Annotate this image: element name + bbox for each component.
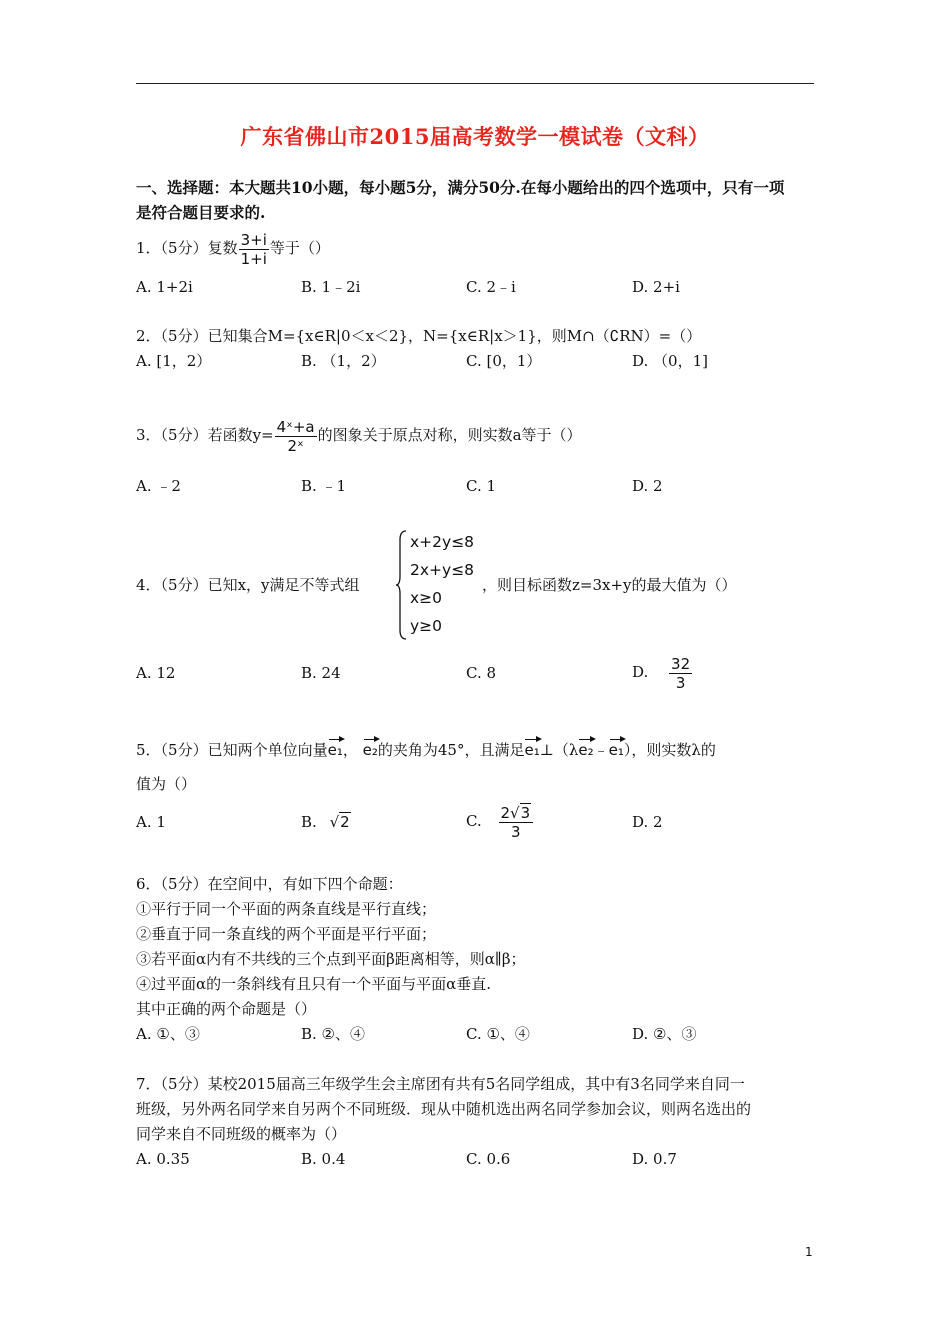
question-5-part3: ⊥（λ: [539, 741, 579, 759]
question-4-option-a: A. 12: [136, 664, 176, 682]
question-1: [136, 228, 330, 268]
constraint-3: x≥0: [410, 589, 443, 607]
question-4-option-d: [632, 652, 693, 692]
question-3-denominator: 2ˣ: [287, 436, 304, 455]
sqrt-icon: √2: [329, 813, 350, 831]
question-7-line-1: 7．（5分）某校2015届高三年级学生会主席团有共有5名同学组成，其中有3名同学来自同一: [136, 1075, 745, 1093]
question-1-suffix: 等于（）: [269, 239, 330, 257]
question-6-option-b: B. ②、④: [301, 1025, 366, 1043]
section-header-line1: 一、选择题：本大题共10小题，每小题5分，满分50分.在每小题给出的四个选项中，只有一项: [136, 178, 785, 197]
question-4-option-c: C. 8: [466, 664, 497, 682]
vector-e2-b: e₂: [578, 737, 593, 759]
sqrt-icon: √3: [510, 803, 531, 822]
question-1-prefix: 1．（5分）复数: [136, 239, 238, 257]
question-7-line-3: 同学来自不同班级的概率为（）: [136, 1125, 347, 1143]
constraint-2: 2x+y≤8: [410, 561, 475, 579]
question-5-line1: [136, 737, 716, 759]
question-4-option-d-numerator: 32: [671, 654, 691, 673]
question-5-option-d: D. 2: [632, 813, 663, 831]
question-2-option-c: C. [0，1）: [466, 352, 542, 370]
question-1-option-b: B. 1﹣2i: [301, 278, 361, 296]
question-1-option-c: C. 2﹣i: [466, 278, 516, 296]
section-header-line2: 是符合题目要求的.: [136, 203, 266, 222]
page-number: 1: [805, 1245, 813, 1259]
question-4-prefix: 4．（5分）已知x，y满足不等式组: [136, 576, 360, 594]
question-1-option-d: D. 2+i: [632, 278, 680, 296]
question-3-option-b: B. ﹣1: [301, 477, 347, 495]
question-5-option-c-coef: 2: [500, 803, 511, 822]
question-5-part4: ），则实数λ的: [623, 741, 716, 759]
vector-e2: e₂: [363, 737, 378, 759]
question-2-option-b: B. （1，2）: [301, 352, 386, 370]
question-3-fraction: [275, 418, 317, 455]
question-4-option-d-label: D.: [632, 663, 649, 681]
question-1-fraction: [239, 231, 269, 268]
question-6-option-d: D. ②、③: [632, 1025, 697, 1043]
question-7-option-b: B. 0.4: [301, 1150, 346, 1168]
question-3: [136, 413, 582, 457]
question-7-option-a: A. 0.35: [136, 1150, 190, 1168]
question-5-option-c-fraction: [499, 804, 534, 841]
question-6-line-6: 其中正确的两个命题是（）: [136, 1000, 317, 1018]
question-3-option-a: A. ﹣2: [136, 477, 181, 495]
question-2: 2．（5分）已知集合M={x∈R|0＜x＜2}，N={x∈R|x＞1}，则M∩（∁RN）=（）: [136, 327, 702, 345]
page-title: 广东省佛山市2015届高考数学一模试卷（文科）: [240, 124, 710, 149]
question-5-line2: 值为（）: [136, 775, 197, 793]
question-5-option-c-label: C.: [466, 812, 482, 830]
question-1-numerator: 3+i: [240, 230, 267, 249]
question-6-option-a: A. ①、③: [136, 1025, 200, 1043]
constraint-1: x+2y≤8: [410, 533, 475, 551]
question-5-option-b-label: B.: [301, 813, 317, 831]
question-5-option-b: [301, 813, 351, 831]
question-7-line-2: 班级，另外两名同学来自另两个不同班级．现从中随机选出两名同学参加会议，则两名选出的: [136, 1100, 752, 1118]
question-4-option-d-denominator: 3: [675, 673, 686, 692]
header-rule: [136, 83, 814, 84]
question-6-line-4: ③若平面α内有不共线的三个点到平面β距离相等，则α∥β；: [136, 950, 526, 968]
question-3-prefix: 3．（5分）若函数y=: [136, 426, 274, 444]
question-4-suffix: ，则目标函数z=3x+y的最大值为（）: [482, 576, 737, 594]
question-5-option-b-radicand: 2: [340, 813, 350, 831]
question-6-line-1: 6．（5分）在空间中，有如下四个命题：: [136, 875, 403, 893]
question-7-option-c: C. 0.6: [466, 1150, 511, 1168]
question-5-option-a: A. 1: [136, 813, 166, 831]
question-3-numerator: 4ˣ+a: [276, 417, 315, 436]
question-1-option-a: A. 1+2i: [136, 278, 193, 296]
question-1-denominator: 1+i: [240, 249, 267, 268]
question-7-option-d: D. 0.7: [632, 1150, 677, 1168]
question-5-minus: ﹣: [593, 741, 609, 759]
question-5-part1: 5．（5分）已知两个单位向量: [136, 741, 328, 759]
vector-e1-c: e₁: [609, 737, 624, 759]
question-5-option-c-denominator: 3: [511, 822, 521, 841]
question-4-option-b: B. 24: [301, 664, 341, 682]
question-5-option-c-radicand: 3: [520, 803, 531, 822]
question-3-option-d: D. 2: [632, 477, 663, 495]
question-5-option-c: [466, 800, 534, 842]
question-5-part2: 的夹角为45°，且满足: [377, 741, 525, 759]
question-3-suffix: 的图象关于原点对称，则实数a等于（）: [317, 426, 582, 444]
question-6-line-5: ④过平面α的一条斜线有且只有一个平面与平面α垂直.: [136, 975, 492, 993]
question-2-option-a: A. [1，2）: [136, 352, 212, 370]
question-6-line-3: ②垂直于同一条直线的两个平面是平行平面；: [136, 925, 437, 943]
question-5-comma: ，: [342, 741, 358, 759]
question-3-option-c: C. 1: [466, 477, 497, 495]
question-6-line-2: ①平行于同一个平面的两条直线是平行直线；: [136, 900, 437, 918]
constraint-4: y≥0: [410, 617, 443, 635]
brace-icon: [395, 530, 407, 640]
vector-e1: e₁: [328, 737, 343, 759]
question-5-option-c-numerator: [499, 804, 534, 823]
question-4-option-d-fraction: [669, 655, 692, 692]
vector-e1-b: e₁: [524, 737, 539, 759]
question-2-option-d: D. （0，1]: [632, 352, 708, 370]
question-6-option-c: C. ①、④: [466, 1025, 530, 1043]
